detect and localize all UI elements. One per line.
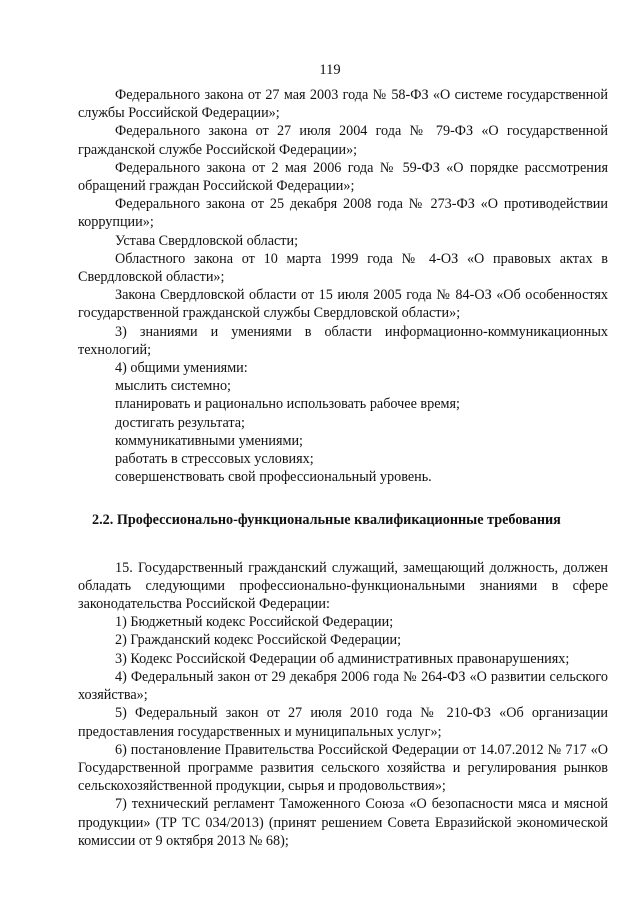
paragraph-ict-skills: 3) знаниями и умениями в области информационно-коммуникационных технологий; [78,323,608,358]
paragraph-fz-79: Федерального закона от 27 июля 2004 года № 79-ФЗ «О государственной гражданской службе Российской Федерации»; [78,123,608,158]
list-item-skill: мыслить системно; [115,378,231,395]
list-item-law: 3) Кодекс Российской Федерации об административных правонарушениях; [115,650,570,667]
paragraph-general-skills: 4) общими умениями: [115,360,248,377]
document-body [78,86,608,850]
list-item-law: 4) Федеральный закон от 29 декабря 2006 года № 264-ФЗ «О развитии сельского хозяйства»; [78,668,608,704]
paragraph-ustav: Устава Свердловской области; [115,232,299,249]
paragraph-item-15: 15. Государственный гражданский служащий, замещающий должность, должен обладать следующими профессионально-функциональными знаниями в сфере законодательства Российской Федерации: [78,559,608,613]
list-item-skill: совершенствовать свой профессиональный уровень. [115,469,432,486]
list-item-law: 7) технический регламент Таможенного Союза «О безопасности мяса и мясной продукции» (ТР ТС 034/2013) (принят решением Совета Евразийской экономической комиссии от 9 октября 2013 № 68); [78,796,608,849]
list-item-skill: работать в стрессовых условиях; [115,451,314,468]
paragraph-fz-273: Федерального закона от 25 декабря 2008 года № 273-ФЗ «О противодействии коррупции»; [78,196,608,231]
page-number: 119 [319,62,341,78]
list-item-skill: достигать результата; [115,414,245,431]
paragraph-fz-59: Федерального закона от 2 мая 2006 года № 59-ФЗ «О порядке рассмотрения обращений граждан Российской Федерации»; [78,159,608,195]
list-item-skill: планировать и рационально использовать рабочее время; [115,396,460,413]
list-item-law: 5) Федеральный закон от 27 июля 2010 года № 210-ФЗ «Об организации предоставления государственных и муниципальных услуг»; [78,705,608,740]
list-item-skill: коммуникативными умениями; [115,432,303,449]
paragraph-oz-4: Областного закона от 10 марта 1999 года № 4-ОЗ «О правовых актах в Свердловской области»; [78,250,608,286]
list-item-law: 6) постановление Правительства Российской Федерации от 14.07.2012 № 717 «О Государственной программе развития сельского хозяйства и регулирования рынков сельскохозяйственной продукции, сырья и продовольствия»; [78,741,608,795]
list-item-law: 2) Гражданский кодекс Российской Федерации; [115,632,402,649]
section-heading: 2.2. Профессионально-функциональные квалификационные требования [92,512,561,529]
list-item-law: 1) Бюджетный кодекс Российской Федерации; [115,614,394,631]
paragraph-oz-84: Закона Свердловской области от 15 июля 2005 года № 84-ОЗ «Об особенностях государственной гражданской службы Свердловской области»; [78,287,608,322]
paragraph-fz-58: Федерального закона от 27 мая 2003 года № 58-ФЗ «О системе государственной службы Российской Федерации»; [78,87,608,122]
